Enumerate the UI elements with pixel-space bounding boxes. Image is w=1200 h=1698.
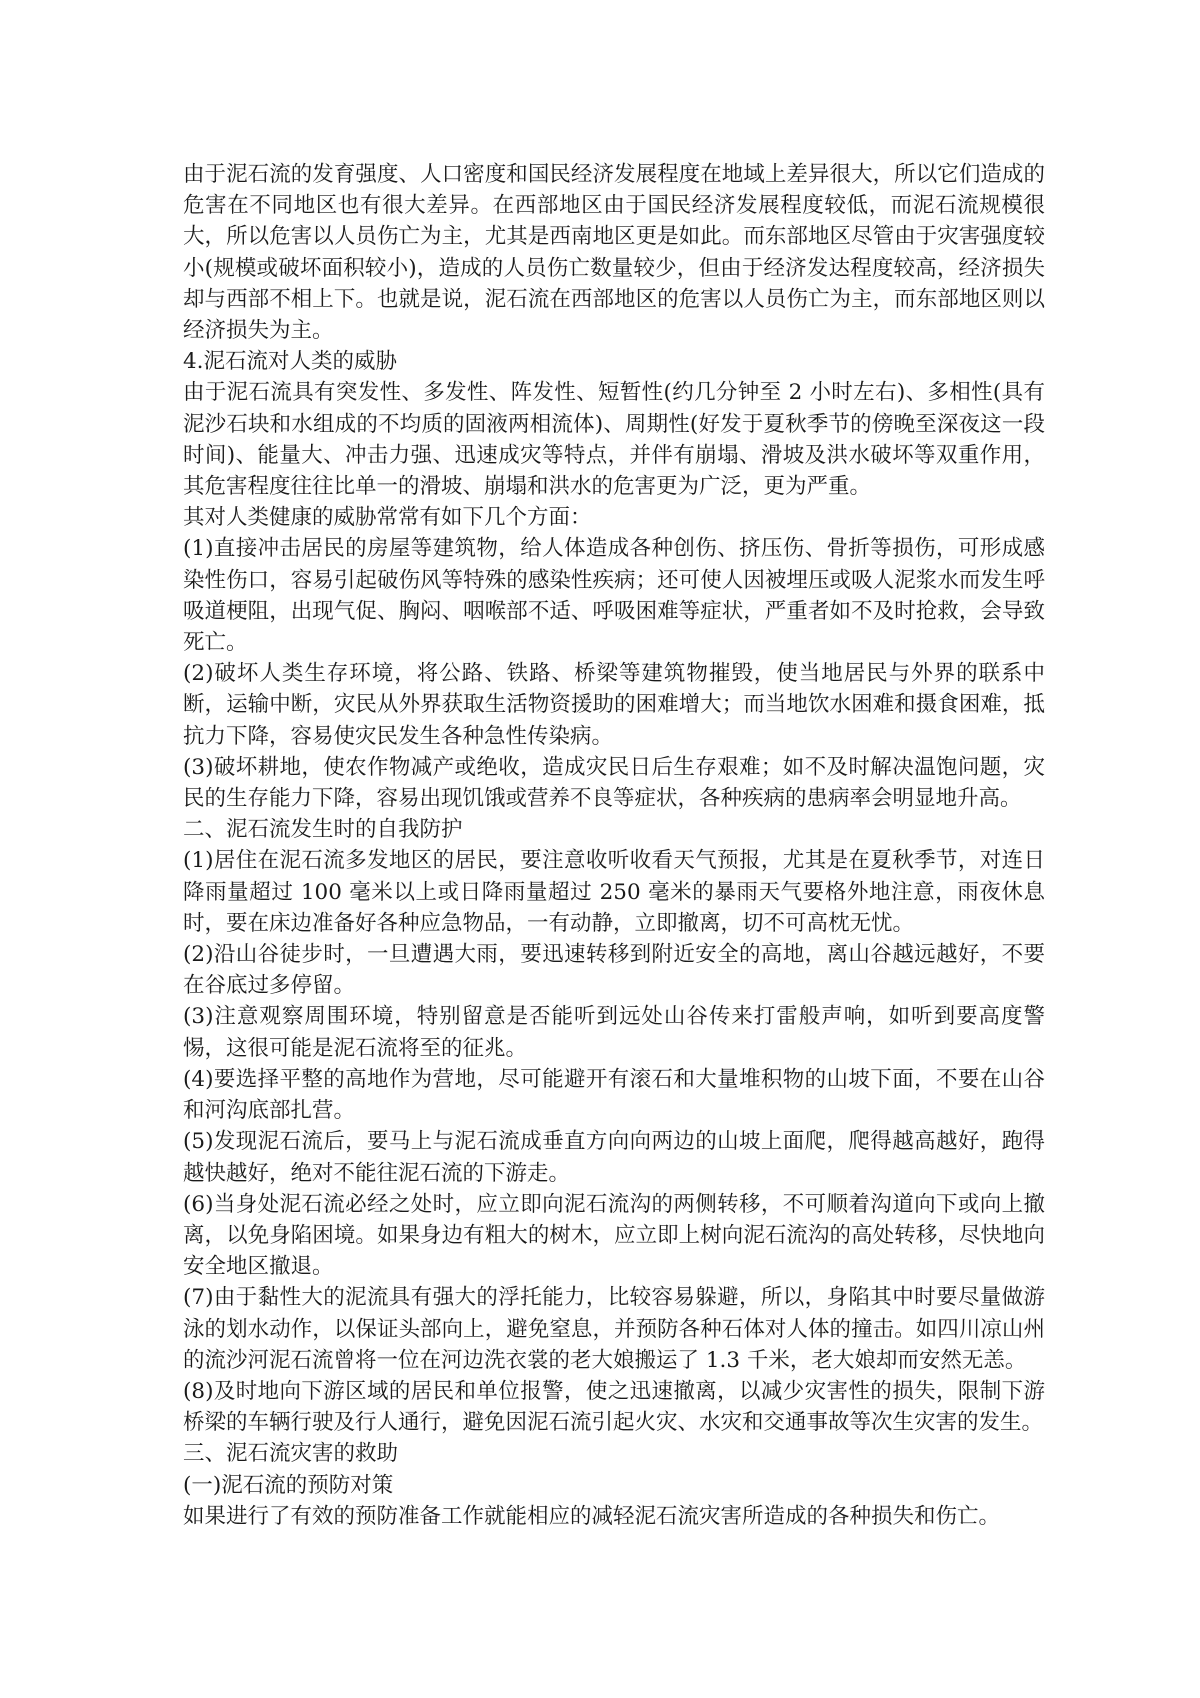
document-body — [183, 159, 1045, 1532]
list-item-protection-8: (8)及时地向下游区域的居民和单位报警，使之迅速撤离，以减少灾害性的损失，限制下游桥梁的车辆行驶及行人通行，避免因泥石流引起火灾、水灾和交通事故等次生灾害的发生。 — [183, 1378, 1045, 1436]
paragraph-characteristics: 由于泥石流具有突发性、多发性、阵发性、短暂性(约几分钟至 2 小时左右)、多相性(具有泥沙石块和水组成的不均质的固液两相流体)、周期性(好发于夏秋季节的傍晚至深夜这一段时间)、能量大、冲击力强、迅速成灾等特点，并伴有崩塌、滑坡及洪水破坏等双重作用，其危害程度往往比单一的滑坡、崩塌和洪水的危害更为广泛，更为严重。 — [183, 380, 1045, 500]
list-item-protection-6: (6)当身处泥石流必经之处时，应立即向泥石流沟的两侧转移，不可顺着沟道向下或向上撤离，以免身陷困境。如果身边有粗大的树木，应立即上树向泥石流沟的高处转移，尽快地向安全地区撤退。 — [183, 1191, 1045, 1280]
list-item-protection-1: (1)居住在泥石流多发地区的居民，要注意收听收看天气预报，尤其是在夏秋季节，对连日降雨量超过 100 毫米以上或日降雨量超过 250 毫米的暴雨天气要格外地注意，雨夜休息时，要在床边准备好各种应急物品，一有动静，立即撤离，切不可高枕无忧。 — [183, 848, 1045, 936]
list-item-protection-7: (7)由于黏性大的泥流具有强大的浮托能力，比较容易躲避，所以，身陷其中时要尽量做游泳的划水动作，以保证头部向上，避免窒息，并预防各种石体对人体的撞击。如四川凉山州的流沙河泥石流曾将一位在河边洗衣裳的老大娘搬运了 1.3 千米，老大娘却而安然无恙。 — [183, 1285, 1045, 1373]
heading-self-protection: 二、泥石流发生时的自我防护 — [183, 817, 463, 843]
list-item-threat-1: (1)直接冲击居民的房屋等建筑物，给人体造成各种创伤、挤压伤、骨折等损伤，可形成感染性伤口，容易引起破伤风等特殊的感染性疾病；还可使人因被埋压或吸人泥浆水而发生呼吸道梗阻，出现气促、胸闷、咽喉部不适、呼吸困难等症状，严重者如不及时抢救，会导致死亡。 — [183, 536, 1045, 656]
paragraph-health-threat-intro: 其对人类健康的威胁常常有如下几个方面： — [183, 505, 592, 531]
paragraph-prevention: 如果进行了有效的预防准备工作就能相应的减轻泥石流灾害所造成的各种损失和伤亡。 — [183, 1503, 1001, 1529]
heading-threat: 4.泥石流对人类的威胁 — [183, 349, 398, 375]
subheading-prevention: (一)泥石流的预防对策 — [183, 1472, 394, 1498]
list-item-protection-4: (4)要选择平整的高地作为营地，尽可能避开有滚石和大量堆积物的山坡下面，不要在山谷和河沟底部扎营。 — [183, 1066, 1045, 1124]
paragraph-intro: 由于泥石流的发育强度、人口密度和国民经济发展程度在地域上差异很大，所以它们造成的危害在不同地区也有很大差异。在西部地区由于国民经济发展程度较低，而泥石流规模很大，所以危害以人员伤亡为主，尤其是西南地区更是如此。而东部地区尽管由于灾害强度较小(规模或破坏面积较小)，造成的人员伤亡数量较少，但由于经济发达程度较高，经济损失却与西部不相上下。也就是说，泥石流在西部地区的危害以人员伤亡为主，而东部地区则以经济损失为主。 — [183, 162, 1045, 344]
list-item-threat-2: (2)破坏人类生存环境，将公路、铁路、桥梁等建筑物摧毁，使当地居民与外界的联系中断，运输中断，灾民从外界获取生活物资援助的困难增大；而当地饮水困难和摄食困难，抵抗力下降，容易使灾民发生各种急性传染病。 — [183, 661, 1045, 749]
list-item-protection-5: (5)发现泥石流后，要马上与泥石流成垂直方向向两边的山坡上面爬，爬得越高越好，跑得越快越好，绝对不能往泥石流的下游走。 — [183, 1129, 1045, 1186]
heading-rescue: 三、泥石流灾害的救助 — [183, 1441, 399, 1467]
list-item-threat-3: (3)破坏耕地，使农作物减产或绝收，造成灾民日后生存艰难；如不及时解决温饱问题，灾民的生存能力下降，容易出现饥饿或营养不良等症状，各种疾病的患病率会明显地升高。 — [183, 754, 1045, 812]
list-item-protection-3: (3)注意观察周围环境，特别留意是否能听到远处山谷传来打雷般声响，如听到要高度警惕，这很可能是泥石流将至的征兆。 — [183, 1004, 1045, 1061]
list-item-protection-2: (2)沿山谷徒步时，一旦遭遇大雨，要迅速转移到附近安全的高地，离山谷越远越好，不要在谷底过多停留。 — [183, 942, 1045, 999]
